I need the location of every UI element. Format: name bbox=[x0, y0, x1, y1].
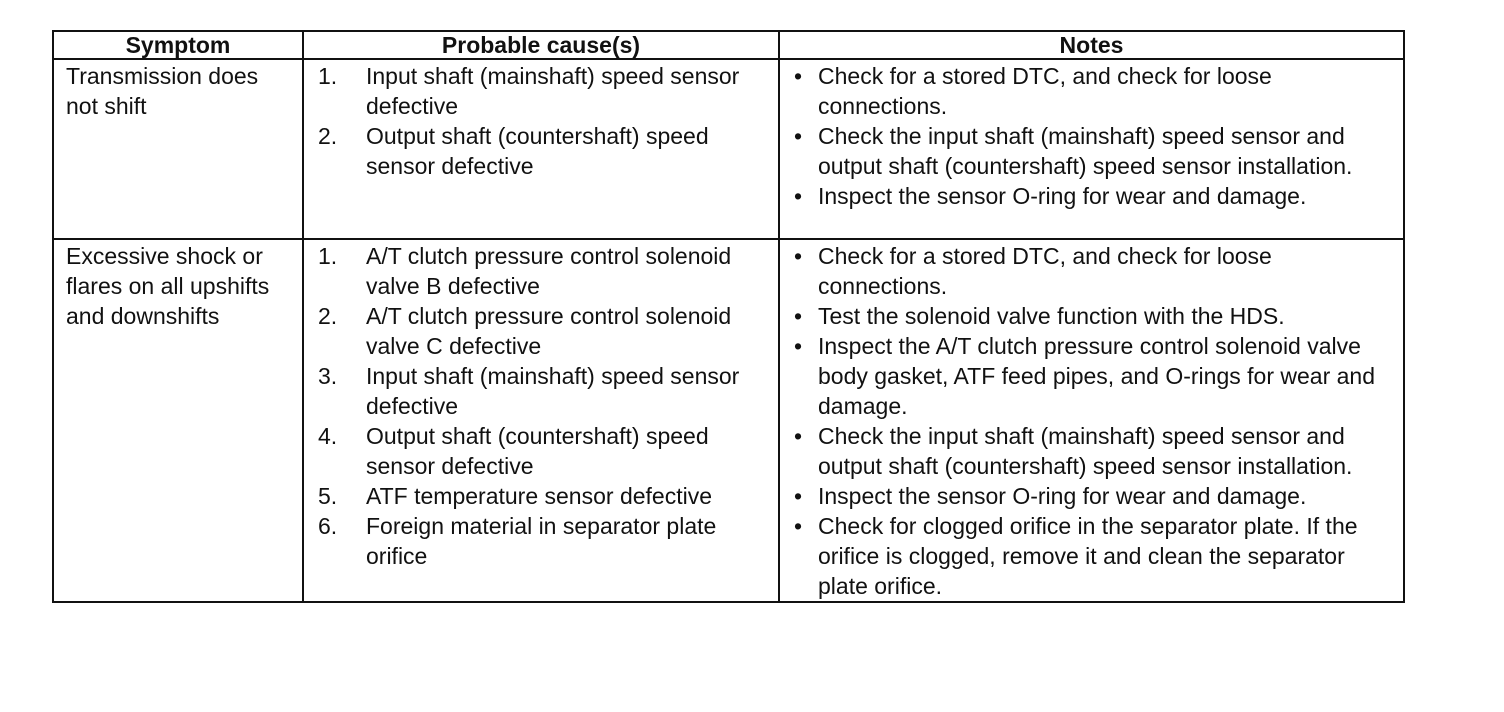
cause-text: Input shaft (mainshaft) speed sensor defective bbox=[366, 363, 740, 419]
list-item bbox=[794, 181, 1395, 211]
symptom-text: Transmission does not shift bbox=[66, 63, 259, 119]
cause-text: Foreign material in separator plate orifice bbox=[366, 513, 717, 569]
cause-text: Output shaft (countershaft) speed sensor defective bbox=[366, 123, 709, 179]
list-item bbox=[318, 361, 770, 421]
troubleshooting-table bbox=[52, 30, 1405, 603]
bullet-icon: • bbox=[794, 333, 803, 359]
cause-number: 1. bbox=[318, 63, 338, 89]
list-item bbox=[318, 481, 770, 511]
bullet-icon: • bbox=[794, 123, 803, 149]
list-item bbox=[794, 241, 1395, 301]
cause-list bbox=[318, 241, 770, 571]
list-item bbox=[794, 331, 1395, 421]
list-item bbox=[794, 121, 1395, 181]
bullet-icon: • bbox=[794, 423, 803, 449]
symptom-cell bbox=[53, 239, 303, 602]
note-text: Check for clogged orifice in the separator plate. If the orifice is clogged, remove it and clean the separator plate orifice. bbox=[818, 513, 1358, 599]
cause-text: ATF temperature sensor defective bbox=[366, 483, 712, 509]
list-item bbox=[794, 301, 1395, 331]
cause-number: 5. bbox=[318, 483, 338, 509]
note-text: Test the solenoid valve function with the HDS. bbox=[818, 303, 1285, 329]
cause-list bbox=[318, 61, 770, 181]
cause-text: Input shaft (mainshaft) speed sensor defective bbox=[366, 63, 740, 119]
list-item bbox=[318, 121, 770, 181]
symptom-text: Excessive shock or flares on all upshifts and downshifts bbox=[66, 243, 270, 329]
list-item bbox=[318, 241, 770, 301]
list-item bbox=[318, 421, 770, 481]
note-text: Inspect the sensor O-ring for wear and damage. bbox=[818, 183, 1307, 209]
notes-cell bbox=[779, 59, 1404, 239]
list-item bbox=[794, 511, 1395, 601]
header-row bbox=[53, 31, 1404, 59]
cause-text: Output shaft (countershaft) speed sensor defective bbox=[366, 423, 709, 479]
table-row bbox=[53, 239, 1404, 602]
note-text: Check the input shaft (mainshaft) speed sensor and output shaft (countershaft) speed sensor installation. bbox=[818, 123, 1353, 179]
note-text: Check for a stored DTC, and check for loose connections. bbox=[818, 63, 1272, 119]
symptom-cell bbox=[53, 59, 303, 239]
header-notes: Notes bbox=[779, 31, 1404, 59]
bullet-icon: • bbox=[794, 513, 803, 539]
list-item bbox=[794, 481, 1395, 511]
notes-cell bbox=[779, 239, 1404, 602]
list-item bbox=[318, 301, 770, 361]
cause-number: 2. bbox=[318, 123, 338, 149]
header-probable-causes: Probable cause(s) bbox=[303, 31, 779, 59]
cause-number: 3. bbox=[318, 363, 338, 389]
cause-number: 2. bbox=[318, 303, 338, 329]
header-symptom: Symptom bbox=[53, 31, 303, 59]
note-text: Inspect the A/T clutch pressure control solenoid valve body gasket, ATF feed pipes, and O-rings for wear and damage. bbox=[818, 333, 1375, 419]
bullet-icon: • bbox=[794, 243, 803, 269]
table-row bbox=[53, 59, 1404, 239]
list-item bbox=[318, 61, 770, 121]
bullet-icon: • bbox=[794, 63, 803, 89]
cause-text: A/T clutch pressure control solenoid valve B defective bbox=[366, 243, 732, 299]
list-item bbox=[794, 421, 1395, 481]
bullet-icon: • bbox=[794, 483, 803, 509]
cause-text: A/T clutch pressure control solenoid valve C defective bbox=[366, 303, 732, 359]
cause-number: 4. bbox=[318, 423, 338, 449]
list-item bbox=[794, 61, 1395, 121]
list-item bbox=[318, 511, 770, 571]
causes-cell bbox=[303, 59, 779, 239]
note-text: Check for a stored DTC, and check for loose connections. bbox=[818, 243, 1272, 299]
note-list bbox=[794, 61, 1395, 211]
cause-number: 1. bbox=[318, 243, 338, 269]
causes-cell bbox=[303, 239, 779, 602]
cause-number: 6. bbox=[318, 513, 338, 539]
bullet-icon: • bbox=[794, 303, 803, 329]
bullet-icon: • bbox=[794, 183, 803, 209]
note-text: Check the input shaft (mainshaft) speed sensor and output shaft (countershaft) speed sensor installation. bbox=[818, 423, 1353, 479]
note-text: Inspect the sensor O-ring for wear and damage. bbox=[818, 483, 1307, 509]
note-list bbox=[794, 241, 1395, 601]
